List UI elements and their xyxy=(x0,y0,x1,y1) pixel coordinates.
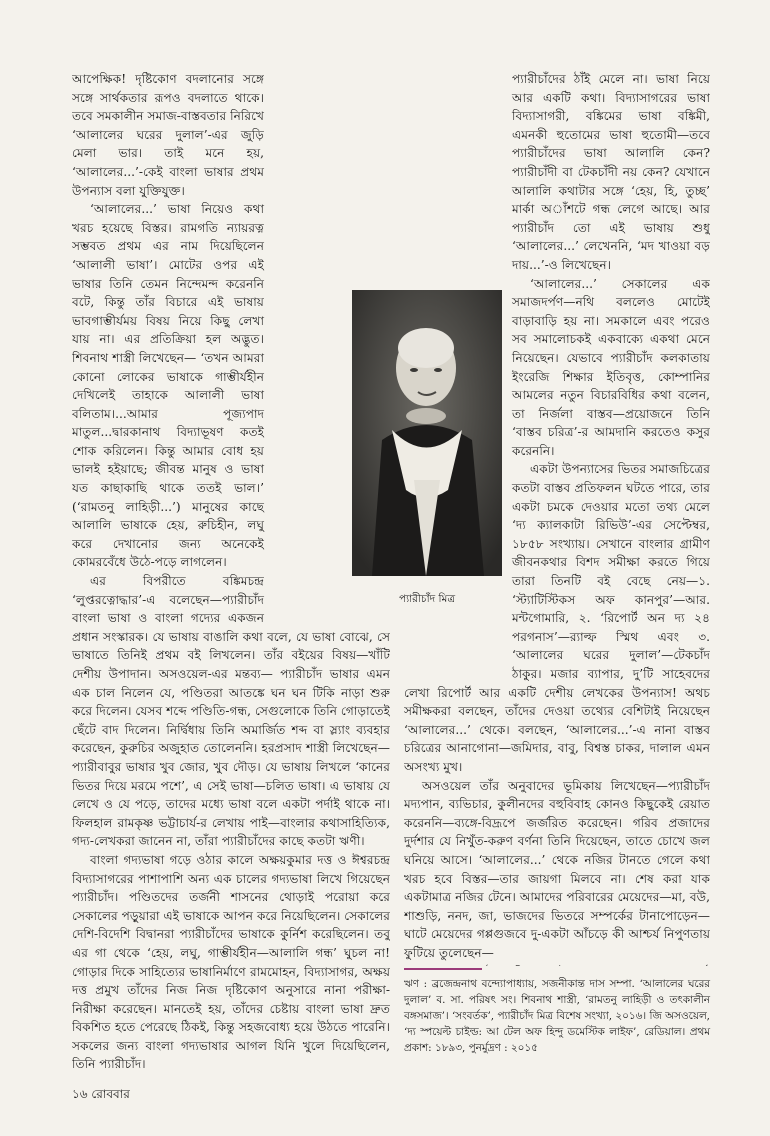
paragraph: এর বিপরীতে বঙ্কিমচন্দ্র ‘লুপ্তরত্নোদ্ধার’-এ বলেছেন—প্যারীচাঁদ বাংলা ভাষা ও বাংলা গদ্যের একজন প্রধান সংস্কারক। যে ভাষায় বাঙালি কথা বলে, যে ভাষা বোঝে, সে ভাষাতে তিনিই প্রথম বই লিখলেন। তাঁর বইয়ের বিষয়—খাঁটি দেশীয় উপাদান। অসওয়েল-এর মন্তব্য— প্যারীচাঁদ ভাষার এমন এক চাল নিলেন যে, পণ্ডিতরা আতঙ্কে ঘন ঘন টিকি নাড়া শুরু করে দিলেন। যেসব শব্দে পণ্ডিতি-গন্ধ, সেগুলোকে তিনি গোড়াতেই ছেঁটে বাদ দিলেন। নির্দ্বিধায় তিনি অমার্জিত শব্দ বা স্ল্যাং ব্যবহার করেছেন, কুরুচির অজুহাত তোলেননি। হরপ্রসাদ শাস্ত্রী লিখেছেন—প্যারীবাবুর ভাষার খুব জোর, খুব দৌড়। যে ভাষায় লিখলে ‘কানের ভিতর দিয়ে মরমে পশে’, এ সেই ভাষা—চলিত ভাষা। এ ভাষায় যে লেখে ও যে পড়ে, তাদের মধ্যে ভাষা বলে একটা পর্দাই থাকে না। ফিলহাল রামকৃষ্ণ ভট্টাচার্য-র লেখায় পাই—বাংলার কথাসাহিত্যিক, গদ্য-লেখকরা জানেন না, তাঁরা প্যারীচাঁদের কাছে কতটা ঋণী। xyxy=(72,574,390,849)
paragraph: বাংলা গদ্যভাষা গড়ে ওঠার কালে অক্ষয়কুমার দত্ত ও ঈশ্বরচন্দ্র বিদ্যাসাগরের পাশাপাশি অন্য এক চালের গদ্যভাষা লিখে গিয়েছেন প্যারীচাঁদ। পণ্ডিতদের তর্জনী শাসনের থোড়াই পরোয়া করে সেকালের পড়ুয়ারা এই ভাষাকে আপন করে নিয়েছিলেন। সেকালের দেশি-বিদেশি বিদ্বানরা প্যারীচাঁদের ভাষাকে কুর্নিশ করেছিলেন। তবু এর গা থেকে ‘হেয়, লঘু, গাম্ভীর্যহীন—আলালি গন্ধ’ ঘুচল না! গোড়ার দিকে সাহিত্যের ভাষানির্মাণে রামমোহন, বিদ্যাসাগর, অক্ষয় দত্ত প্রমুখ তাঁদের নিজ নিজ দৃষ্টিকোণ অনুসারে নানা পরীক্ষা-নিরীক্ষা করেছেন। মানতেই হয়, তাঁদের চেষ্টায় বাংলা ভাষা দ্রুত বিকশিত হতে পেরেছে ঠিকই, কিন্তু সহজবোধ্য হয়ে উঠতে পারেনি। সকলের জন্য বাংলা গদ্যভাষার আগল যিনি খুলে দিয়েছিলেন, তিনি প্যারীচাঁদ। xyxy=(72,852,390,1072)
paragraph: ‘আলালের...’ ভাষা নিয়েও কথা খরচ হয়েছে বিস্তর। রামগতি ন্যায়রত্ন সম্ভবত প্রথম এর নাম দিয়েছিলেন ‘আলালী ভাষা’। মোটের ওপর এই ভাষার তিনি তেমন নিন্দেমন্দ করেননি বটে, কিন্তু তাঁর বিচারে এই ভাষায় ভাবগাম্ভীর্যময় বিষয় নিয়ে কিছু লেখা যায় না। এর প্রতিক্রিয়া হল অদ্ভুত। শিবনাথ শাস্ত্রী লিখেছেন— ‘তখন আমরা কোনো লোকের ভাষাকে গাম্ভীর্যহীন দেখিলেই তাহাকে আলালী ভাষা বলিতাম।...আমার পূজ্যপাদ মাতুল...দ্বারকানাথ বিদ্যাভূষণ কতই শোক করিলেন। কিন্তু আমার বোধ হয় ভালই হইয়াছে; জীবন্ত মানুষ ও ভাষা যত কাছাকাছি থাকে ততই ভাল।’ (‘রামতনু লাহিড়ী...’) মানুষের কাছে আলালি ভাষাকে হেয়, রুচিহীন, লঘু করে দেখানোর জন্য অনেকেই কোমরবেঁধে উঠে-পড়ে লাগলেন। xyxy=(72,202,264,570)
paragraph: আপেক্ষিক! দৃষ্টিকোণ বদলানোর সঙ্গে সঙ্গে সার্থকতার রূপও বদলাতে থাকে। তবে সমকালীন সমাজ-বাস্তবতার নিরিখে ‘আলালের ঘরের দুলাল’-এর জুড়ি মেলা ভার। তাই মনে হয়, ‘আলালের...’-কেই বাংলা ভাষার প্রথম উপন্যাস বলা যুক্তিযুক্ত। xyxy=(72,72,264,198)
notes-text: ঋণ : ব্রজেন্দ্রনাথ বন্দ্যোপাধ্যায়, সজনীকান্ত দাস সম্পা. ‘আলালের ঘরের দুলাল’ ব. সা. পরিষৎ সং। শিবনাথ শাস্ত্রী, ‘রামতনু লাহিড়ী ও তৎকালীন বঙ্গসমাজ’। ‘সংবর্তক’, প্যারীচাঁদ মিত্র বিশেষ সংখ্যা, ২০১৬। জি অসওয়েল, ‘দ্য স্পয়েল্ট চাইল্ড: আ টেল অফ হিন্দু ডমেস্টিক লাইফ’, রেডিয়াল। প্রথম প্রকাশ: ১৮৯৩, পুনর্মুদ্রণ : ২০১৫ xyxy=(404,978,710,1054)
photo-caption: প্যারীচাঁদ মিত্র xyxy=(398,593,456,605)
quote-paragraph xyxy=(404,963,710,967)
notes-divider xyxy=(404,968,482,970)
paragraph: প্যারীচাঁদের ঠাঁই মেলে না। ভাষা নিয়ে আর একটি কথা। বিদ্যাসাগরের ভাষা বিদ্যাসাগরী, বঙ্কিমের ভাষা বঙ্কিমী, এমনকী হুতোমের ভাষা হুতোমী—তবে প্যারীচাঁদের ভাষা আলালি কেন? প্যারীচাঁদী বা টেকচাঁদী নয় কেন? যেখানে আলালি কথাটার সঙ্গে ‘হেয়, হি, তুচ্ছ’ মার্কা অাঁশটে গন্ধ লেগে আছে। আর প্যারীচাঁদ তো এই ভাষায় শুধু ‘আলালের...’ লেখেননি, ‘মদ খাওয়া বড় দায়...’-ও লিখেছেন। xyxy=(512,72,710,272)
portrait-illustration xyxy=(352,290,502,576)
portrait-photo xyxy=(352,290,502,576)
left-column xyxy=(72,70,390,1074)
photo-frame xyxy=(344,286,510,596)
paragraph: ‘আলালের...’ সেকালের এক সমাজদর্পণ—নথি বললেও মোটেই বাড়াবাড়ি হয় না। সমকালে এবং পরেও সব সমালোচকই একবাক্যে একথা মেনে নিয়েছেন। যেভাবে প্যারীচাঁদ কলকাতায় ইংরেজি শিক্ষার ইতিবৃত্ত, কোম্পানির আমলের নতুন বিচারবিধির কথা বলেন, তা নির্জলা বাস্তব—প্রয়োজনে তিনি ‘বাস্তব চরিত্র’-র আমদানি করতেও কসুর করেননি। xyxy=(512,276,710,458)
page-footer: ১৬ রোববার xyxy=(72,1087,130,1101)
paragraph: একটা উপন্যাসের ভিতর সমাজচিত্রের কতটা বাস্তব প্রতিফলন ঘটতে পারে, তার একটা চমকে দেওয়ার মতো তথ্য মেলে ‘দ্য ক্যালকাটা রিভিউ’-এর সেপ্টেম্বর, ১৮৫৮ সংখ্যায়। সেখানে বাংলার গ্রামীণ জীবনকথার বিশদ সমীক্ষা করতে গিয়ে তারা তিনটি বই বেছে নেয়—১. ‘স্ট্যাটিস্টিকস অফ কানপুর’—আর. মন্টগোমারি, ২. ‘রিপোর্ট অন দ্য ২৪ পরগনাস’—র‍্যাল্ফ স্মিথ এবং ৩. ‘আলালের ঘরের দুলাল’—টেকচাঁদ ঠাকুর। মজার ব্যাপার, দু’টি সাহেবদের লেখা রিপোর্ট আর একটি দেশীয় লেখকের উপন্যাস! অথচ সমীক্ষকরা বলছেন, তাঁদের দেওয়া তথ্যের বেশিটাই নিয়েছেন ‘আলালের...’ থেকে। বলছেন, ‘আলালের...’-এ নানা বাস্তব চরিত্রের আনাগোনা—জমিদার, বাবু, বিশ্বস্ত চাকর, দালাল এমন অসংখ্য মুখ। xyxy=(404,462,710,774)
credits-notes xyxy=(404,976,710,1056)
paragraph: অসওয়েল তাঁর অনুবাদের ভূমিকায় লিখেছেন—প্যারীচাঁদ মদ্যপান, ব্যভিচার, কুলীনদের বহুবিবাহ কোনও কিছুকেই রেয়াত করেননি—ব্যঙ্গে-বিদ্রূপে জর্জরিত করেছেন। গরিব প্রজাদের দুর্দশার যে নিখুঁত-করুণ বর্ণনা তিনি দিয়েছেন, তাতে চোখে জল ঘনিয়ে আসে। ‘আলালের...’ থেকে নজির টানতে গেলে কথা খরচ হবে বিস্তর—তার জায়গা মিলবে না। শেষ করা যাক একটামাত্র নজির টেনে। আমাদের পরিবারের মেয়েদের—মা, বউ, শাশুড়ি, ননদ, জা, ভাজদের ভিতরে সম্পর্কের টানাপোড়েন—ঘাটে মেয়েদের গপ্পগুজবে দু-একটা আঁচড়ে কী আশ্চর্য নিপুণতায় ফুটিয়ে তুলেছেন— xyxy=(404,778,710,960)
